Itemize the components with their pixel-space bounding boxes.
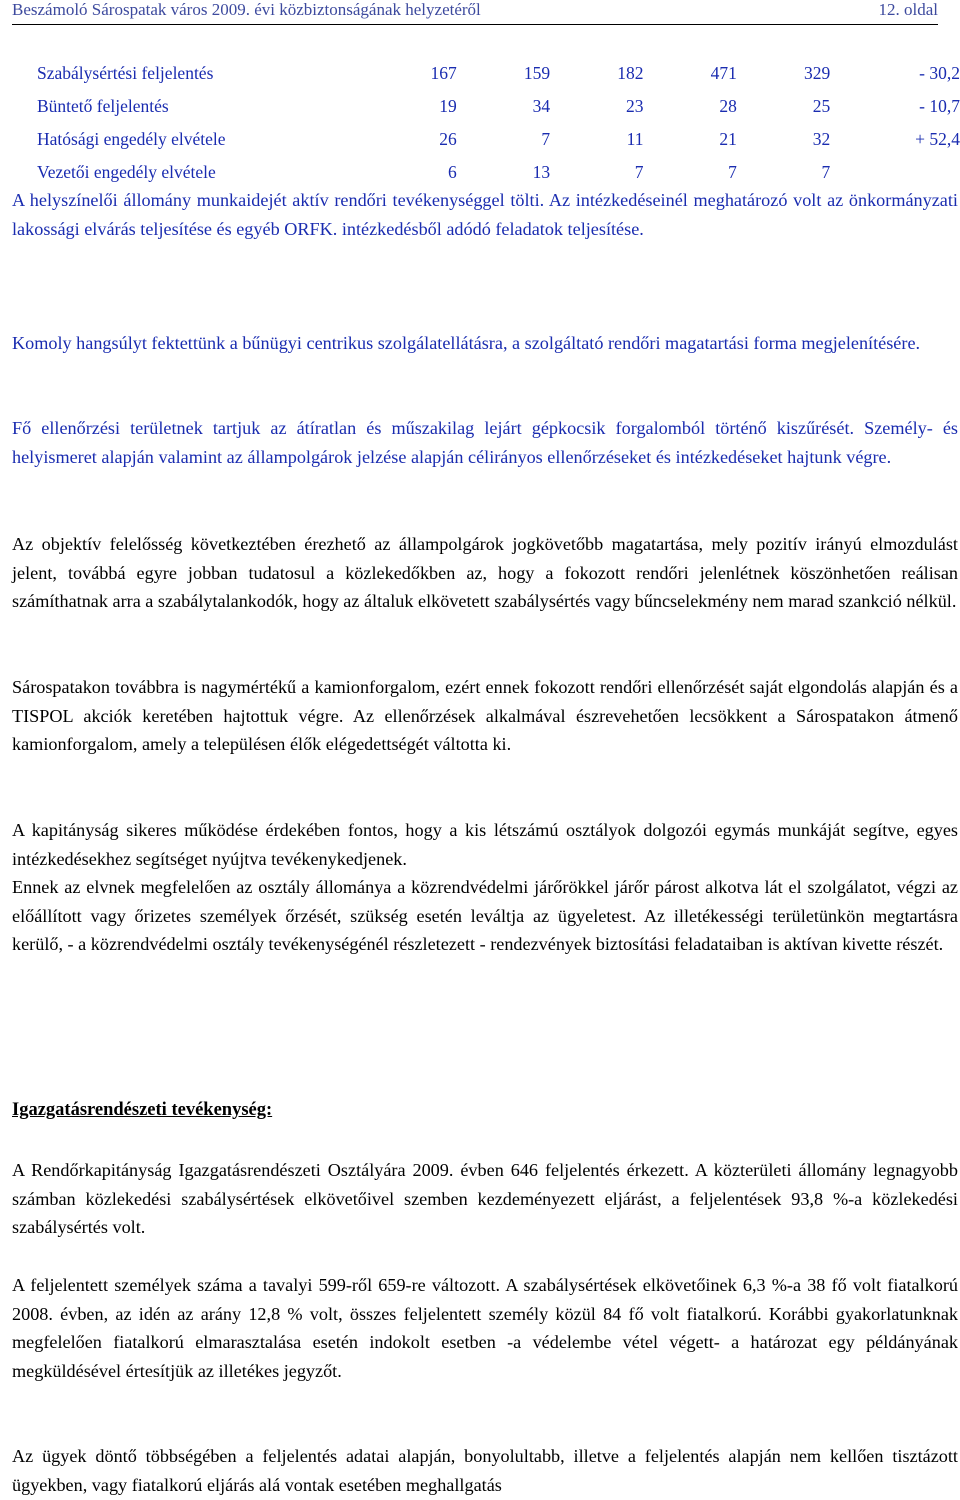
table-cell: 167 [430,63,457,83]
table-cell: 13 [532,162,551,182]
row-label: Vezetői engedély elvétele [37,162,216,182]
paragraph-3: Fő ellenőrzési területnek tartjuk az átíratlan és műszakilag lejárt gépkocsik forgalomból történő kiszűrését. Személy- és helyismeret alapján valamint az állampolgárok jelzése alapján célirányos ellenőrzéseket és intézkedéseket hajtunk végre. [12,418,958,467]
table-cell: 7 [541,129,551,149]
change-cell: - 30,2 [919,63,960,83]
page-number: 12. oldal [878,0,938,19]
table-cell: 32 [812,129,831,149]
table-cell: 471 [710,63,737,83]
table-row [37,57,960,90]
page-header [12,0,938,25]
paragraph-1: A helyszínelői állomány munkaidejét aktív rendőri tevékenységgel tölti. Az intézkedéseinél meghatározó volt az önkormányzati lakossági elvárás teljesítése és egyéb ORFK. intézkedésből adódó feladatok teljesítése. [12,190,958,239]
table-cell: 26 [439,129,457,149]
paragraph-6: A kapitányság sikeres működése érdekében fontos, hogy a kis létszámú osztályok dolgozói egymás munkáját segítve, egyes intézkedésekhez segítséget nyújtva tevékenykedjenek. [12,820,958,869]
table-cell: 7 [728,162,737,182]
table-cell: 34 [532,96,551,116]
change-cell [830,156,960,189]
statistics-table [37,57,960,189]
paragraph-7: Ennek az elvnek megfelelően az osztály állománya a közrendvédelmi járőrökkel járőr párost alkotva lát el szolgálatot, végzi az előállított vagy őrizetes személyek őrzését, szükség esetén leváltja az ügyeletest. Az illetékességi területünkön megtartásra kerülő, - a közrendvédelmi osztály tevékenységénél részletezett - rendezvények biztosítási feladataiban is aktívan kivette részét. [12,877,958,955]
table-cell: 6 [448,162,457,182]
table-cell: 25 [812,96,831,116]
row-label: Hatósági engedély elvétele [37,129,226,149]
table-cell: 329 [804,63,831,83]
paragraph-9: A feljelentett személyek száma a tavalyi 599-ről 659-re változott. A szabálysértések elkövetőinek 6,3 %-a 38 fő volt fiatalkorú 2008. évben, az idén az arány 12,8 % volt, összes feljelentett személy közül 84 fő volt fiatalkorú. Korábbi gyakorlatunknak megfelelően fiatalkorú elmarasztalása esetén indokolt esetben -a védelembe vétel végett- a határozat egy példányának megküldésével értesítjük az illetékes jegyzőt. [12,1275,958,1381]
table-cell: 23 [626,96,644,116]
row-label: Büntető feljelentés [37,96,169,116]
paragraph-5: Sárospatakon továbbra is nagymértékű a kamionforgalom, ezért ennek fokozott rendőri ellenőrzését saját elgondolás alapján és a TISPOL akciók keretében hajtottuk végre. Az ellenőrzések alkalmával észrevehetően lecsökkent a Sárospatakon átmenő kamionforgalom, amely a településen élők elégedettségét váltotta ki. [12,677,958,755]
table-row [37,123,960,156]
table-cell: 21 [719,129,737,149]
paragraph-8: A Rendőrkapitányság Igazgatásrendészeti Osztályára 2009. évben 646 feljelentés érkezett. A közterületi állomány legnagyobb számban közlekedési szabálysértések elkövetőivel szemben kezdeményezett eljárást, a feljelentések 93,8 %-a közlekedési szabálysértés volt. [12,1160,958,1238]
change-cell: + 52,4 [915,129,960,149]
table-cell: 7 [634,162,644,182]
table-cell: 11 [626,129,644,149]
document-title: Beszámoló Sárospatak város 2009. évi közbiztonságának helyzetéről [12,0,481,19]
table-cell: 7 [821,162,831,182]
row-label: Szabálysértési feljelentés [37,63,214,83]
table-cell: 182 [617,63,644,83]
table-cell: 28 [719,96,737,116]
table-cell: 159 [523,63,551,83]
change-cell: - 10,7 [919,96,960,116]
section-heading: Igazgatásrendészeti tevékenység: [12,1100,273,1120]
paragraph-4: Az objektív felelősség következtében érezhető az állampolgárok jogkövetőbb magatartása, mely pozitív irányú elmozdulást jelent, továbbá egyre jobban tudatosul a közlekedőkben az, hogy a fokozott rendőri jelenlétnek köszönhetően reálisan számíthatnak arra a szabálytalankodók, hogy az általuk elkövetett szabálysértés vagy bűncselekmény nem marad szankció nélkül. [12,534,958,612]
table-row [37,90,960,123]
paragraph-2: Komoly hangsúlyt fektettünk a bűnügyi centrikus szolgálatellátásra, a szolgáltató rendőri magatartási forma megjelenítésére. [12,333,921,353]
table-row [37,156,960,189]
table-cell: 19 [439,96,457,116]
paragraph-10: Az ügyek döntő többségében a feljelentés adatai alapján, bonyolultabb, illetve a feljelentés alapján nem kellően tisztázott ügyekben, vagy fiatalkorú eljárás alá vontak esetében meghallgatás [12,1446,958,1495]
